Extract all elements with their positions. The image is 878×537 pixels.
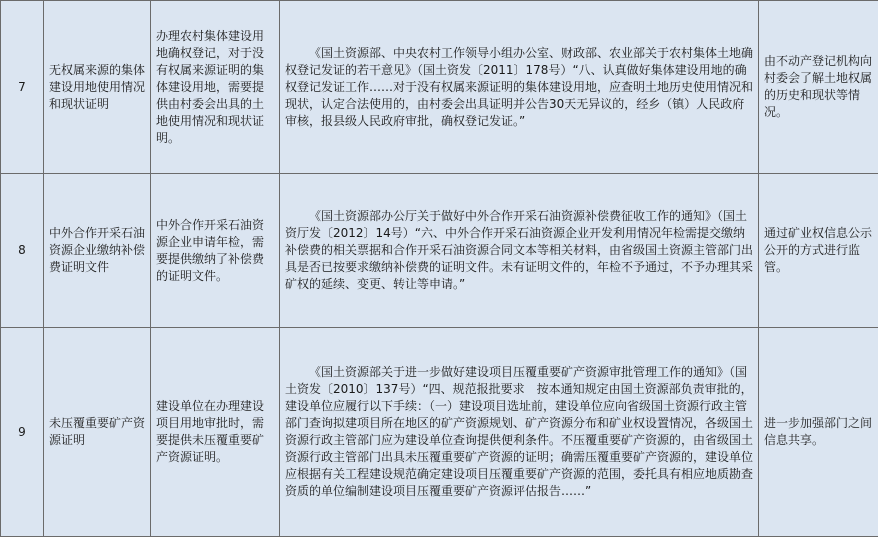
table-row: [1, 328, 878, 537]
table-row: [1, 1, 878, 174]
row-number: 9: [1, 328, 44, 537]
alternative-measure: 进一步加强部门之间信息共享。: [759, 328, 878, 537]
table-row: [1, 174, 878, 328]
alternative-measure: 通过矿业权信息公示公开的方式进行监管。: [759, 174, 878, 328]
row-number: 8: [1, 174, 44, 328]
certificate-reason: 建设单位在办理建设项目用地审批时，需要提供未压覆重要矿产资源证明。: [151, 328, 280, 537]
certificate-name: 中外合作开采石油资源企业缴纳补偿费证明文件: [44, 174, 151, 328]
row-number: 7: [1, 1, 44, 174]
policy-basis: 《国土资源部、中央农村工作领导小组办公室、财政部、农业部关于农村集体土地确权登记发证的若干意见》（国土资发〔2011〕178号）“八、认真做好集体建设用地的确权登记发证工作……对于没有权属来源证明的集体建设用地，应查明土地历史使用情况和现状，认定合法使用的，由村委会出具证明并公告30天无异议的，经乡（镇）人民政府审核，报县级人民政府审批，确权登记发证。”: [280, 1, 759, 174]
policy-basis: 《国土资源部办公厅关于做好中外合作开采石油资源补偿费征收工作的通知》（国土资厅发〔2012〕14号）“六、中外合作开采石油资源企业开发利用情况年检需提交缴纳补偿费的相关票据和合作开采石油资源合同文本等相关材料，由省级国土资源主管部门出具是否已按要求缴纳补偿费的证明文件。未有证明文件的，年检不予通过，不予办理其采矿权的延续、变更、转让等申请。”: [280, 174, 759, 328]
alternative-measure: 由不动产登记机构向村委会了解土地权属的历史和现状等情况。: [759, 1, 878, 174]
certificate-reason: 中外合作开采石油资源企业申请年检，需要提供缴纳了补偿费的证明文件。: [151, 174, 280, 328]
certificate-reason: 办理农村集体建设用地确权登记，对于没有权属来源证明的集体建设用地，需要提供由村委会出具的土地使用情况和现状证明。: [151, 1, 280, 174]
certificate-name: 未压覆重要矿产资源证明: [44, 328, 151, 537]
certificate-name: 无权属来源的集体建设用地使用情况和现状证明: [44, 1, 151, 174]
policy-basis: 《国土资源部关于进一步做好建设项目压覆重要矿产资源审批管理工作的通知》（国土资发〔2010〕137号）“四、规范报批要求 按本通知规定由国土资源部负责审批的，建设单位应履行以下手续：（一）建设项目选址前，建设单位应向省级国土资源行政主管部门查询拟建项目所在地区的矿产资源规划、矿产资源分布和矿业权设置情况，各级国土资源行政主管部门应为建设单位查询提供便利条件。不压覆重要矿产资源的，由省级国土资源行政主管部门出具未压覆重要矿产资源的证明；确需压覆重要矿产资源的，建设单位应根据有关工程建设规范确定建设项目压覆重要矿产资源的范围，委托具有相应地质勘查资质的单位编制建设项目压覆重要矿产资源评估报告……”: [280, 328, 759, 537]
